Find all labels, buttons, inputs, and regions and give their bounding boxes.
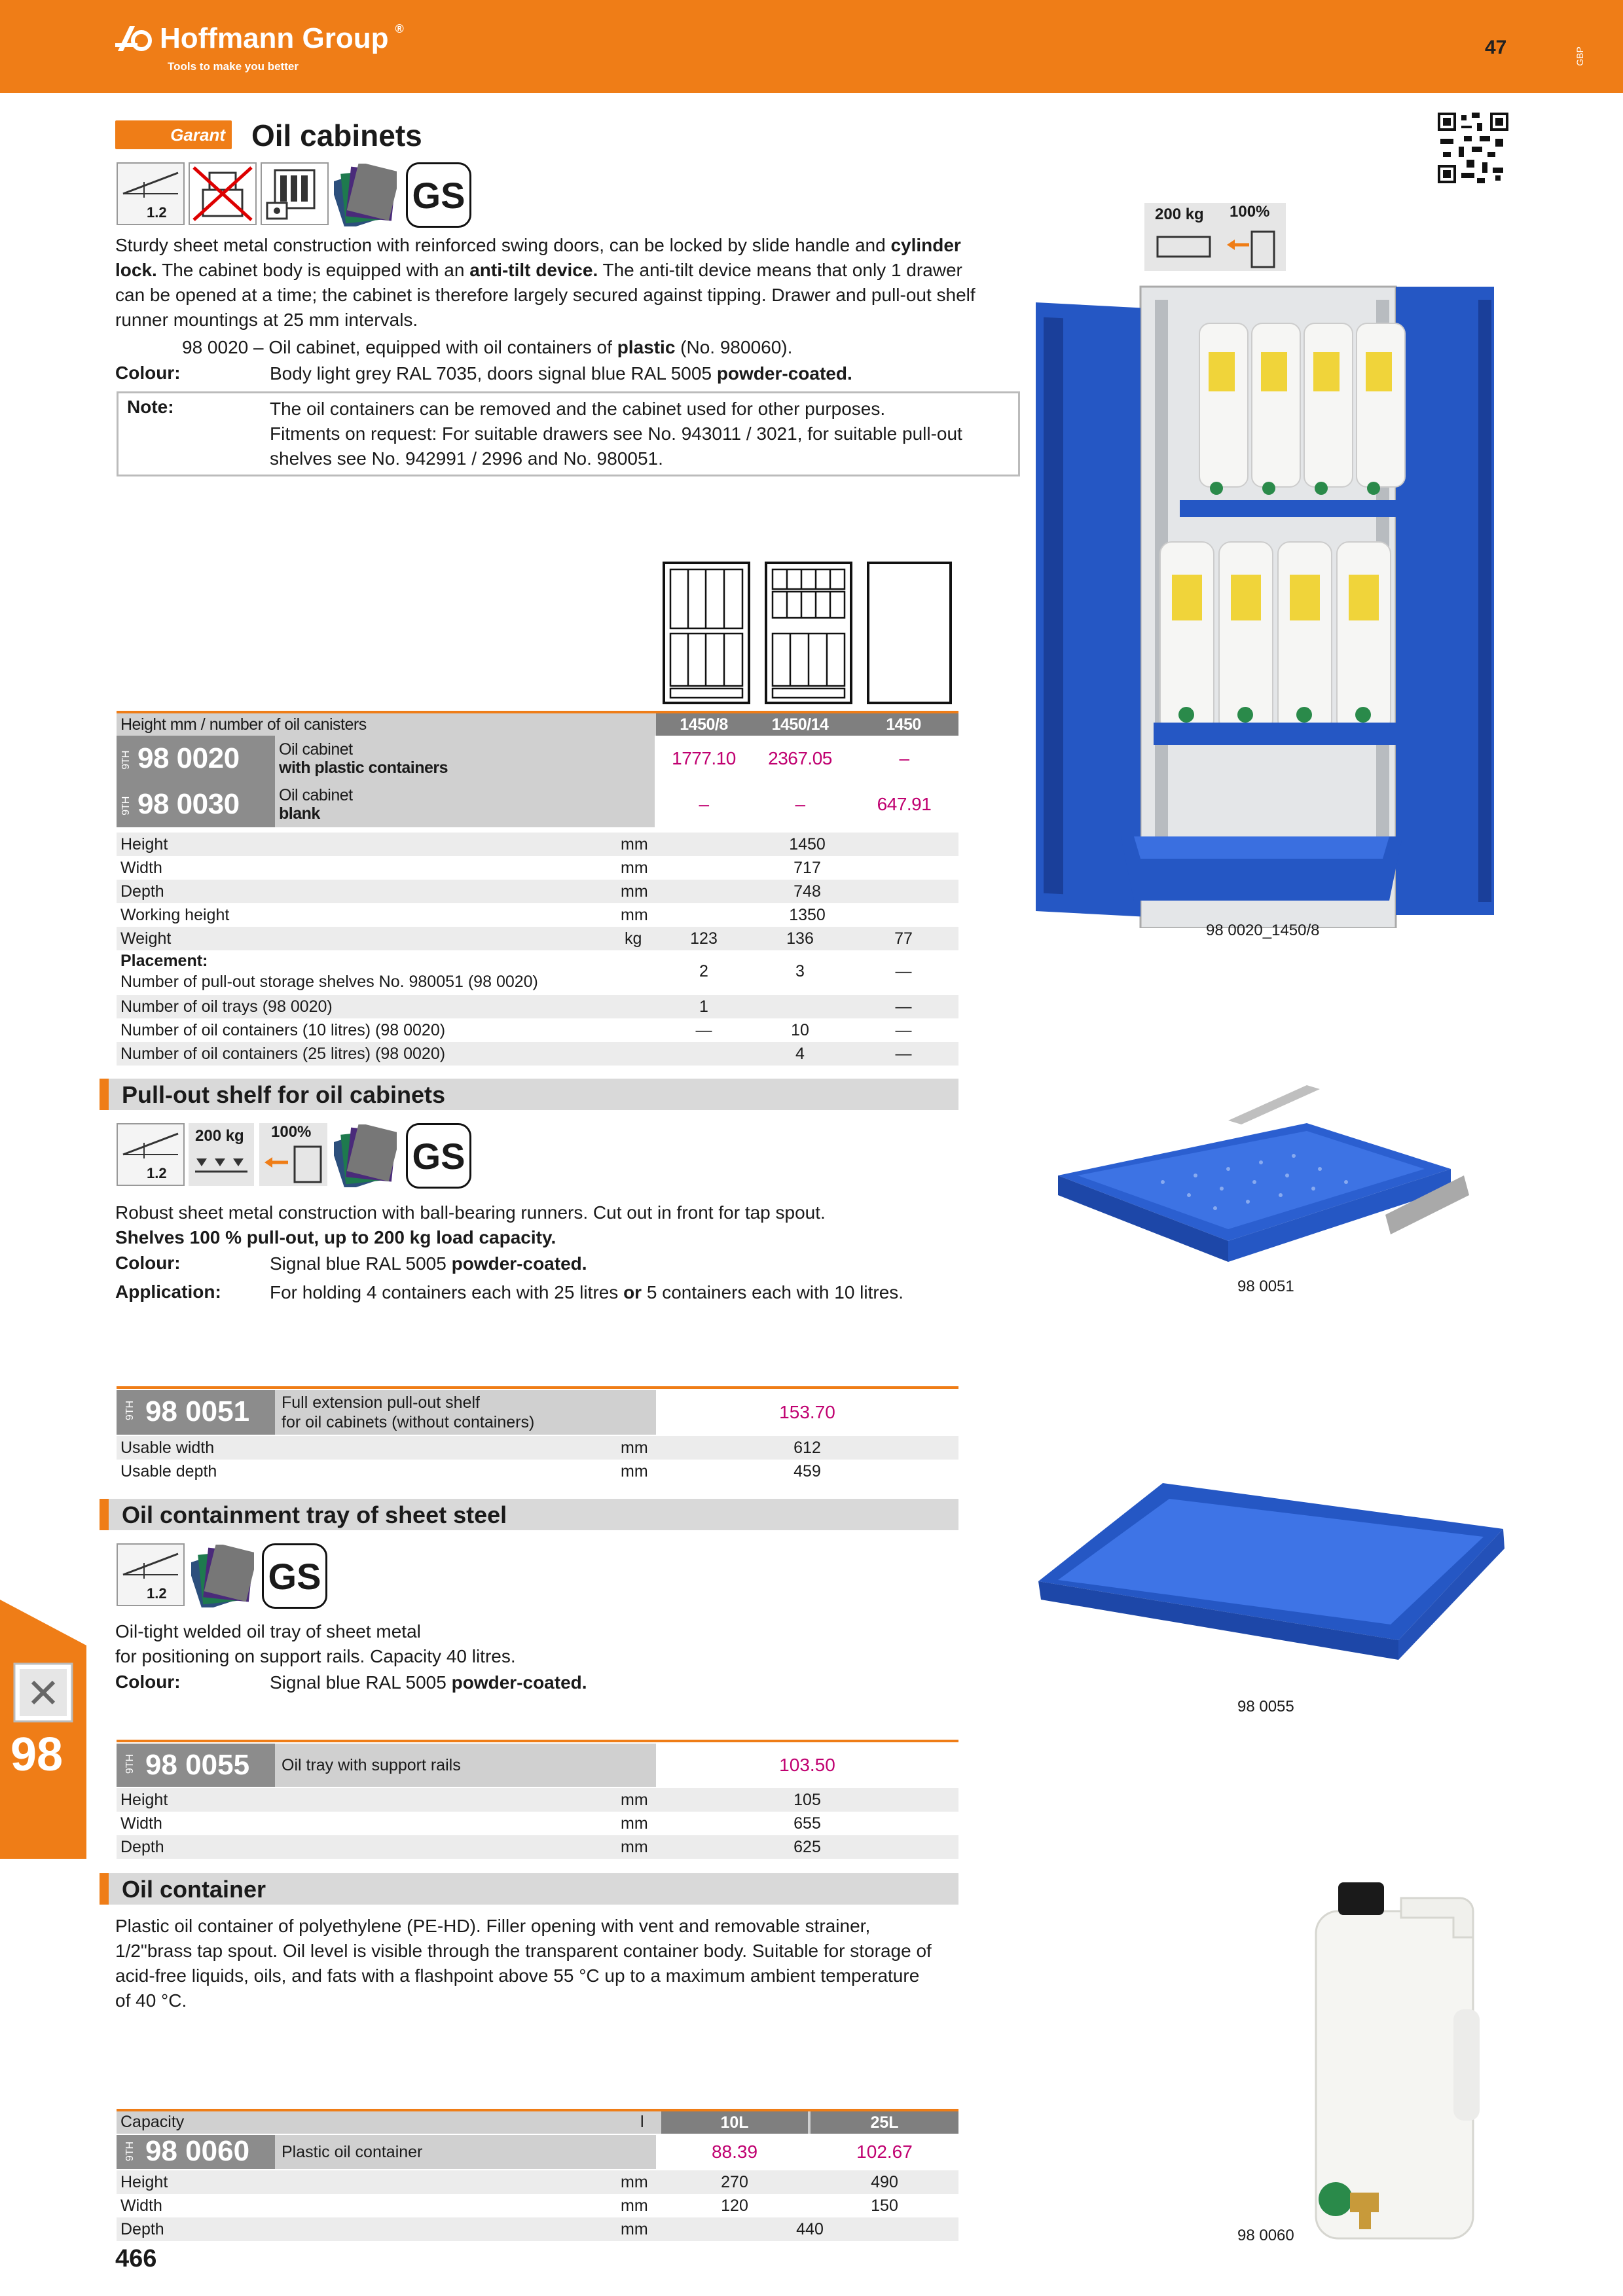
- article-desc-line1: Oil cabinet: [279, 740, 353, 759]
- cylinder-lock-icon: [261, 162, 329, 225]
- intro-text-2: The cabinet body is equipped with an: [156, 260, 470, 280]
- placement-label: Placement:: [120, 952, 208, 970]
- row-label: Number of oil containers (10 litres) (98 0020): [120, 1021, 446, 1039]
- row-unit: mm: [621, 2197, 648, 2215]
- price-cell: –: [848, 736, 958, 781]
- price-cell: 103.50: [779, 1755, 835, 1775]
- note-text: [270, 397, 962, 471]
- colour-bold: powder-coated.: [451, 1253, 587, 1274]
- table-row: [117, 927, 958, 950]
- row-label: Height: [120, 835, 168, 853]
- page-number-top: 47: [1485, 37, 1507, 58]
- row-unit: mm: [621, 1462, 648, 1480]
- row-unit: mm: [621, 1814, 648, 1833]
- capacity-unit: l: [640, 2113, 644, 2131]
- brand-tagline: Tools to make you better: [168, 60, 299, 73]
- header-label: Height mm / number of oil canisters: [117, 713, 656, 736]
- oil-cabinet-dimension-rows: [117, 833, 958, 1066]
- table-row: [117, 903, 958, 927]
- row-value: 490: [871, 2173, 898, 2191]
- pullout-line-2: Shelves 100 % pull-out, up to 200 kg load capacity.: [115, 1227, 556, 1247]
- pullout-line-1: Robust sheet metal construction with ball-bearing runners. Cut out in front for tap spout.: [115, 1202, 826, 1223]
- article-description: [275, 736, 656, 781]
- container-line-1: Plastic oil container of polyethylene (PE-HD). Filler opening with vent and removable strainer,: [115, 1916, 871, 1936]
- cabinet-photo-caption: 98 0020_1450/8: [1206, 922, 1320, 939]
- oil-cabinet-spec-table: [117, 713, 958, 827]
- load-capacity-icon: [117, 1543, 185, 1606]
- colour-options-icon: [191, 1545, 254, 1607]
- container-title: Oil container: [122, 1876, 266, 1903]
- row-value: 1: [699, 997, 708, 1016]
- row-value: 3: [795, 962, 805, 980]
- row-value: 10: [791, 1021, 809, 1039]
- shelf-pullout-pct: 100%: [1230, 203, 1270, 221]
- row-value: —: [895, 1021, 912, 1039]
- column-1450-14: 1450/14: [752, 713, 848, 736]
- colour-bold: powder-coated.: [716, 363, 852, 384]
- article-row-980030[interactable]: [117, 781, 958, 827]
- colour-bold: powder-coated.: [451, 1672, 587, 1693]
- note-line-1: The oil containers can be removed and the cabinet used for other purposes.: [270, 399, 886, 419]
- price-cell: 153.70: [779, 1402, 835, 1422]
- colour-label: Colour:: [115, 1672, 181, 1692]
- colour-text: Body light grey RAL 7035, doors signal blue RAL 5005: [270, 363, 717, 384]
- row-unit: mm: [621, 859, 648, 877]
- article-number-value: 98 0051: [145, 1395, 250, 1427]
- oil-cabinet-photo: [1036, 280, 1504, 928]
- cabinet-configuration-drawings: [661, 560, 953, 706]
- row-label: Number of pull-out storage shelves No. 980051 (98 0020): [120, 973, 538, 991]
- article-number-value: 98 0055: [145, 1749, 250, 1781]
- table-header-row: [117, 713, 958, 736]
- row-unit: mm: [621, 2220, 648, 2238]
- article-number-value: 98 0030: [137, 788, 240, 820]
- tray-title: Oil containment tray of sheet steel: [122, 1501, 507, 1528]
- note-line-3: shelves see No. 942991 / 2996 and No. 980051.: [270, 448, 663, 469]
- column-25l: 25L: [811, 2111, 958, 2134]
- row-value: —: [895, 997, 912, 1016]
- variant-text: Oil cabinet, equipped with oil containers of: [268, 337, 617, 357]
- pullout-shelf-title: Pull-out shelf for oil cabinets: [122, 1081, 446, 1108]
- load-capacity-value: 1.2: [147, 1165, 167, 1181]
- article-desc-line2: with plastic containers: [279, 759, 448, 777]
- heading-accent: [100, 1079, 109, 1110]
- colour-text: Signal blue RAL 5005: [270, 1672, 452, 1693]
- table-row: [117, 1436, 958, 1460]
- row-label: Working height: [120, 906, 230, 924]
- region-code: GBP: [1574, 46, 1585, 66]
- load-capacity-value: 1.2: [147, 1585, 167, 1602]
- pullout-shelf-heading: [100, 1079, 958, 1110]
- row-label: Width: [120, 859, 162, 877]
- container-dimension-rows: [117, 2170, 958, 2241]
- article-number: [117, 1390, 275, 1435]
- row-value: 612: [793, 1439, 821, 1457]
- article-description: Oil tray with support rails: [275, 1744, 656, 1787]
- colour-text: Signal blue RAL 5005: [270, 1253, 452, 1274]
- note-label: Note:: [127, 397, 174, 417]
- tray-photo-caption: 98 0055: [1237, 1698, 1294, 1715]
- row-label: Weight: [120, 929, 172, 948]
- load-capacity-value: 1.2: [147, 204, 167, 221]
- shelf-load-kg: 200 kg: [195, 1127, 244, 1145]
- column-1450: 1450: [848, 713, 958, 736]
- price-cell: 1777.10: [656, 736, 752, 781]
- price-cell: 102.67: [856, 2142, 913, 2162]
- shelf-load-kg: 200 kg: [1155, 206, 1204, 223]
- table-row: [117, 2217, 958, 2241]
- container-line-2: 1/2"brass tap spout. Oil level is visible through the transparent container body. Suitable for storage of: [115, 1941, 932, 1961]
- table-top-rule: [117, 1740, 958, 1742]
- tray-heading: [100, 1499, 958, 1530]
- container-line-4: of 40 °C.: [115, 1990, 187, 2011]
- article-row-980060[interactable]: [117, 2135, 958, 2169]
- row-value: 120: [721, 2197, 748, 2215]
- variant-line: [182, 335, 792, 360]
- table-row: [117, 1042, 958, 1066]
- price-cell: 647.91: [848, 781, 958, 827]
- row-value: —: [895, 962, 912, 980]
- row-label: Number of oil containers (25 litres) (98 0020): [120, 1045, 446, 1063]
- application-text-1: For holding 4 containers each with 25 litres: [270, 1282, 624, 1302]
- article-number: [117, 781, 275, 827]
- table-row: [117, 856, 958, 880]
- garant-badge-label: Garant: [170, 124, 225, 145]
- article-number: [117, 736, 275, 781]
- table-row: [117, 2194, 958, 2217]
- table-top-rule: [117, 1386, 958, 1389]
- colour-value: [270, 361, 852, 386]
- brand-name: Hoffmann Group: [160, 22, 389, 54]
- table-row: [117, 1812, 958, 1835]
- qr-code[interactable]: [1438, 113, 1508, 183]
- row-label: Height: [120, 1791, 168, 1809]
- row-unit: kg: [625, 929, 642, 948]
- row-unit: mm: [621, 906, 648, 924]
- intro-text-3: The anti-tilt device means that only 1 drawer can be opened at a time; the cabinet is therefore largely secured against tipping. Drawer and pull-out shelf runner mountings at 25 mm intervals.: [115, 260, 976, 330]
- table-row: [117, 995, 958, 1018]
- row-value: 136: [786, 929, 814, 948]
- article-desc-line2: for oil cabinets (without containers): [282, 1413, 535, 1431]
- row-value: 123: [690, 929, 718, 948]
- row-label: Usable depth: [120, 1462, 217, 1480]
- container-heading: [100, 1873, 958, 1905]
- price-cell: 88.39: [711, 2142, 758, 2162]
- table-row: [117, 2170, 958, 2194]
- gs-certification-icon: GS: [406, 1123, 471, 1189]
- row-value: 150: [871, 2197, 898, 2215]
- pullout-shelf-photo: [1032, 1084, 1470, 1270]
- hoffmann-logo[interactable]: [115, 22, 404, 55]
- load-capacity-icon: [117, 1123, 185, 1186]
- variant-bold: plastic: [617, 337, 676, 357]
- chapter-number: 98: [10, 1729, 64, 1781]
- row-value: 459: [793, 1462, 821, 1480]
- row-label: Depth: [120, 882, 164, 901]
- column-1450-8: 1450/8: [656, 713, 752, 736]
- application-text-2: 5 containers each with 10 litres.: [642, 1282, 904, 1302]
- article-number-value: 98 0020: [137, 742, 240, 774]
- hoffmann-logo-icon: [115, 24, 153, 54]
- load-capacity-icon: [117, 162, 185, 225]
- page-number-footer: 466: [115, 2245, 157, 2272]
- row-label: Number of oil trays (98 0020): [120, 997, 333, 1016]
- pullout-dimension-rows: [117, 1436, 958, 1483]
- container-description: [115, 1914, 932, 2013]
- intro-text-1: Sturdy sheet metal construction with reinforced swing doors, can be locked by slide handle and: [115, 235, 891, 255]
- row-value: 625: [793, 1838, 821, 1856]
- container-line-3: acid-free liquids, oils, and fats with a flashpoint above 55 °C up to a maximum ambient temperature: [115, 1965, 920, 1986]
- pullout-photo-caption: 98 0051: [1237, 1278, 1294, 1295]
- intro-bold-cylinder-lock: cylinder lock.: [115, 235, 961, 280]
- article-desc-line1: Full extension pull-out shelf: [282, 1393, 480, 1412]
- row-unit: mm: [621, 882, 648, 901]
- application-label: Application:: [115, 1282, 221, 1302]
- no-stacking-icon: [189, 162, 257, 225]
- variant-prefix: 98 0020 –: [182, 337, 264, 357]
- row-label: Height: [120, 2173, 168, 2191]
- column-10l: 10L: [661, 2111, 808, 2134]
- row-label: Width: [120, 1814, 162, 1833]
- row-value: 655: [793, 1814, 821, 1833]
- row-label: Depth: [120, 2220, 164, 2238]
- article-number: [117, 1744, 275, 1787]
- tray-line-2: for positioning on support rails. Capacity 40 litres.: [115, 1646, 516, 1666]
- shelf-load-icon: [189, 1123, 254, 1186]
- shelf-load-badge: [1144, 203, 1286, 271]
- tray-dimension-rows: [117, 1788, 958, 1859]
- row-unit: mm: [621, 835, 648, 853]
- container-photo-caption: 98 0060: [1237, 2227, 1294, 2244]
- gs-certification-icon: GS: [262, 1543, 327, 1609]
- price-cell: –: [656, 781, 752, 827]
- article-prefix: 9TH: [120, 751, 132, 770]
- row-value: 4: [795, 1045, 805, 1063]
- table-row-placement: [117, 950, 958, 995]
- article-description: Plastic oil container: [275, 2135, 656, 2169]
- price-cell: –: [752, 781, 848, 827]
- row-value: 1350: [789, 906, 826, 924]
- application-value: [270, 1280, 903, 1305]
- table-row: [117, 1788, 958, 1812]
- article-row-980055[interactable]: [117, 1744, 958, 1787]
- table-row: [117, 1460, 958, 1483]
- oil-cabinets-title: Oil cabinets: [251, 118, 422, 152]
- colour-value: [270, 1251, 587, 1276]
- oil-tray-photo: [1032, 1477, 1511, 1662]
- row-unit: mm: [621, 2173, 648, 2191]
- application-or: or: [623, 1282, 642, 1302]
- oil-cabinets-description: [115, 233, 993, 332]
- colour-label: Colour:: [115, 363, 181, 383]
- row-label: Width: [120, 2197, 162, 2215]
- table-row: [117, 1018, 958, 1042]
- row-label: Depth: [120, 1838, 164, 1856]
- heading-accent: [100, 1499, 109, 1530]
- note-line-2: Fitments on request: For suitable drawers see No. 943011 / 3021, for suitable pull-out: [270, 423, 962, 444]
- price-cell: 2367.05: [752, 736, 848, 781]
- row-label: Usable width: [120, 1439, 215, 1457]
- article-row-980051[interactable]: [117, 1390, 958, 1435]
- capacity-label: Capacity: [120, 2113, 185, 2131]
- row-value: 440: [796, 2220, 824, 2238]
- row-value: 77: [894, 929, 913, 948]
- row-value: —: [895, 1045, 912, 1063]
- row-value: 1450: [789, 835, 826, 853]
- full-extension-icon: [259, 1123, 327, 1186]
- full-extension-pct: 100%: [271, 1123, 312, 1141]
- intro-bold-anti-tilt: anti-tilt device.: [469, 260, 598, 280]
- article-desc-line2: blank: [279, 804, 320, 823]
- tray-line-1: Oil-tight welded oil tray of sheet metal: [115, 1621, 421, 1641]
- article-prefix: 9TH: [124, 1400, 136, 1421]
- heading-accent: [100, 1873, 109, 1905]
- colour-options-icon: [334, 164, 397, 226]
- row-unit: mm: [621, 1791, 648, 1809]
- row-value: 270: [721, 2173, 748, 2191]
- table-row: [117, 1835, 958, 1859]
- gs-certification-icon: GS: [406, 162, 471, 228]
- colour-options-icon: [334, 1124, 397, 1187]
- oil-container-photo: [1303, 1878, 1486, 2245]
- article-desc-line1: Oil cabinet: [279, 786, 353, 804]
- row-value: 105: [793, 1791, 821, 1809]
- row-unit: mm: [621, 1838, 648, 1856]
- article-prefix: 9TH: [120, 797, 132, 816]
- article-number: [117, 2135, 275, 2169]
- colour-value: [270, 1670, 587, 1695]
- article-prefix: 9TH: [124, 2141, 136, 2162]
- article-number-value: 98 0060: [145, 2135, 250, 2167]
- brand-registered-mark: ®: [395, 22, 404, 35]
- garant-brand-badge: [115, 120, 232, 149]
- table-row: [117, 880, 958, 903]
- colour-label: Colour:: [115, 1253, 181, 1273]
- article-row-980020[interactable]: [117, 736, 958, 781]
- row-value: 748: [793, 882, 821, 901]
- variant-suffix: (No. 980060).: [675, 337, 793, 357]
- article-description: [275, 781, 656, 827]
- row-value: 717: [793, 859, 821, 877]
- container-header-row: [117, 2111, 958, 2134]
- row-value: 2: [699, 962, 708, 980]
- row-value: —: [695, 1021, 712, 1039]
- article-description: [275, 1390, 656, 1435]
- article-prefix: 9TH: [124, 1753, 136, 1774]
- row-unit: mm: [621, 1439, 648, 1457]
- table-row: [117, 833, 958, 856]
